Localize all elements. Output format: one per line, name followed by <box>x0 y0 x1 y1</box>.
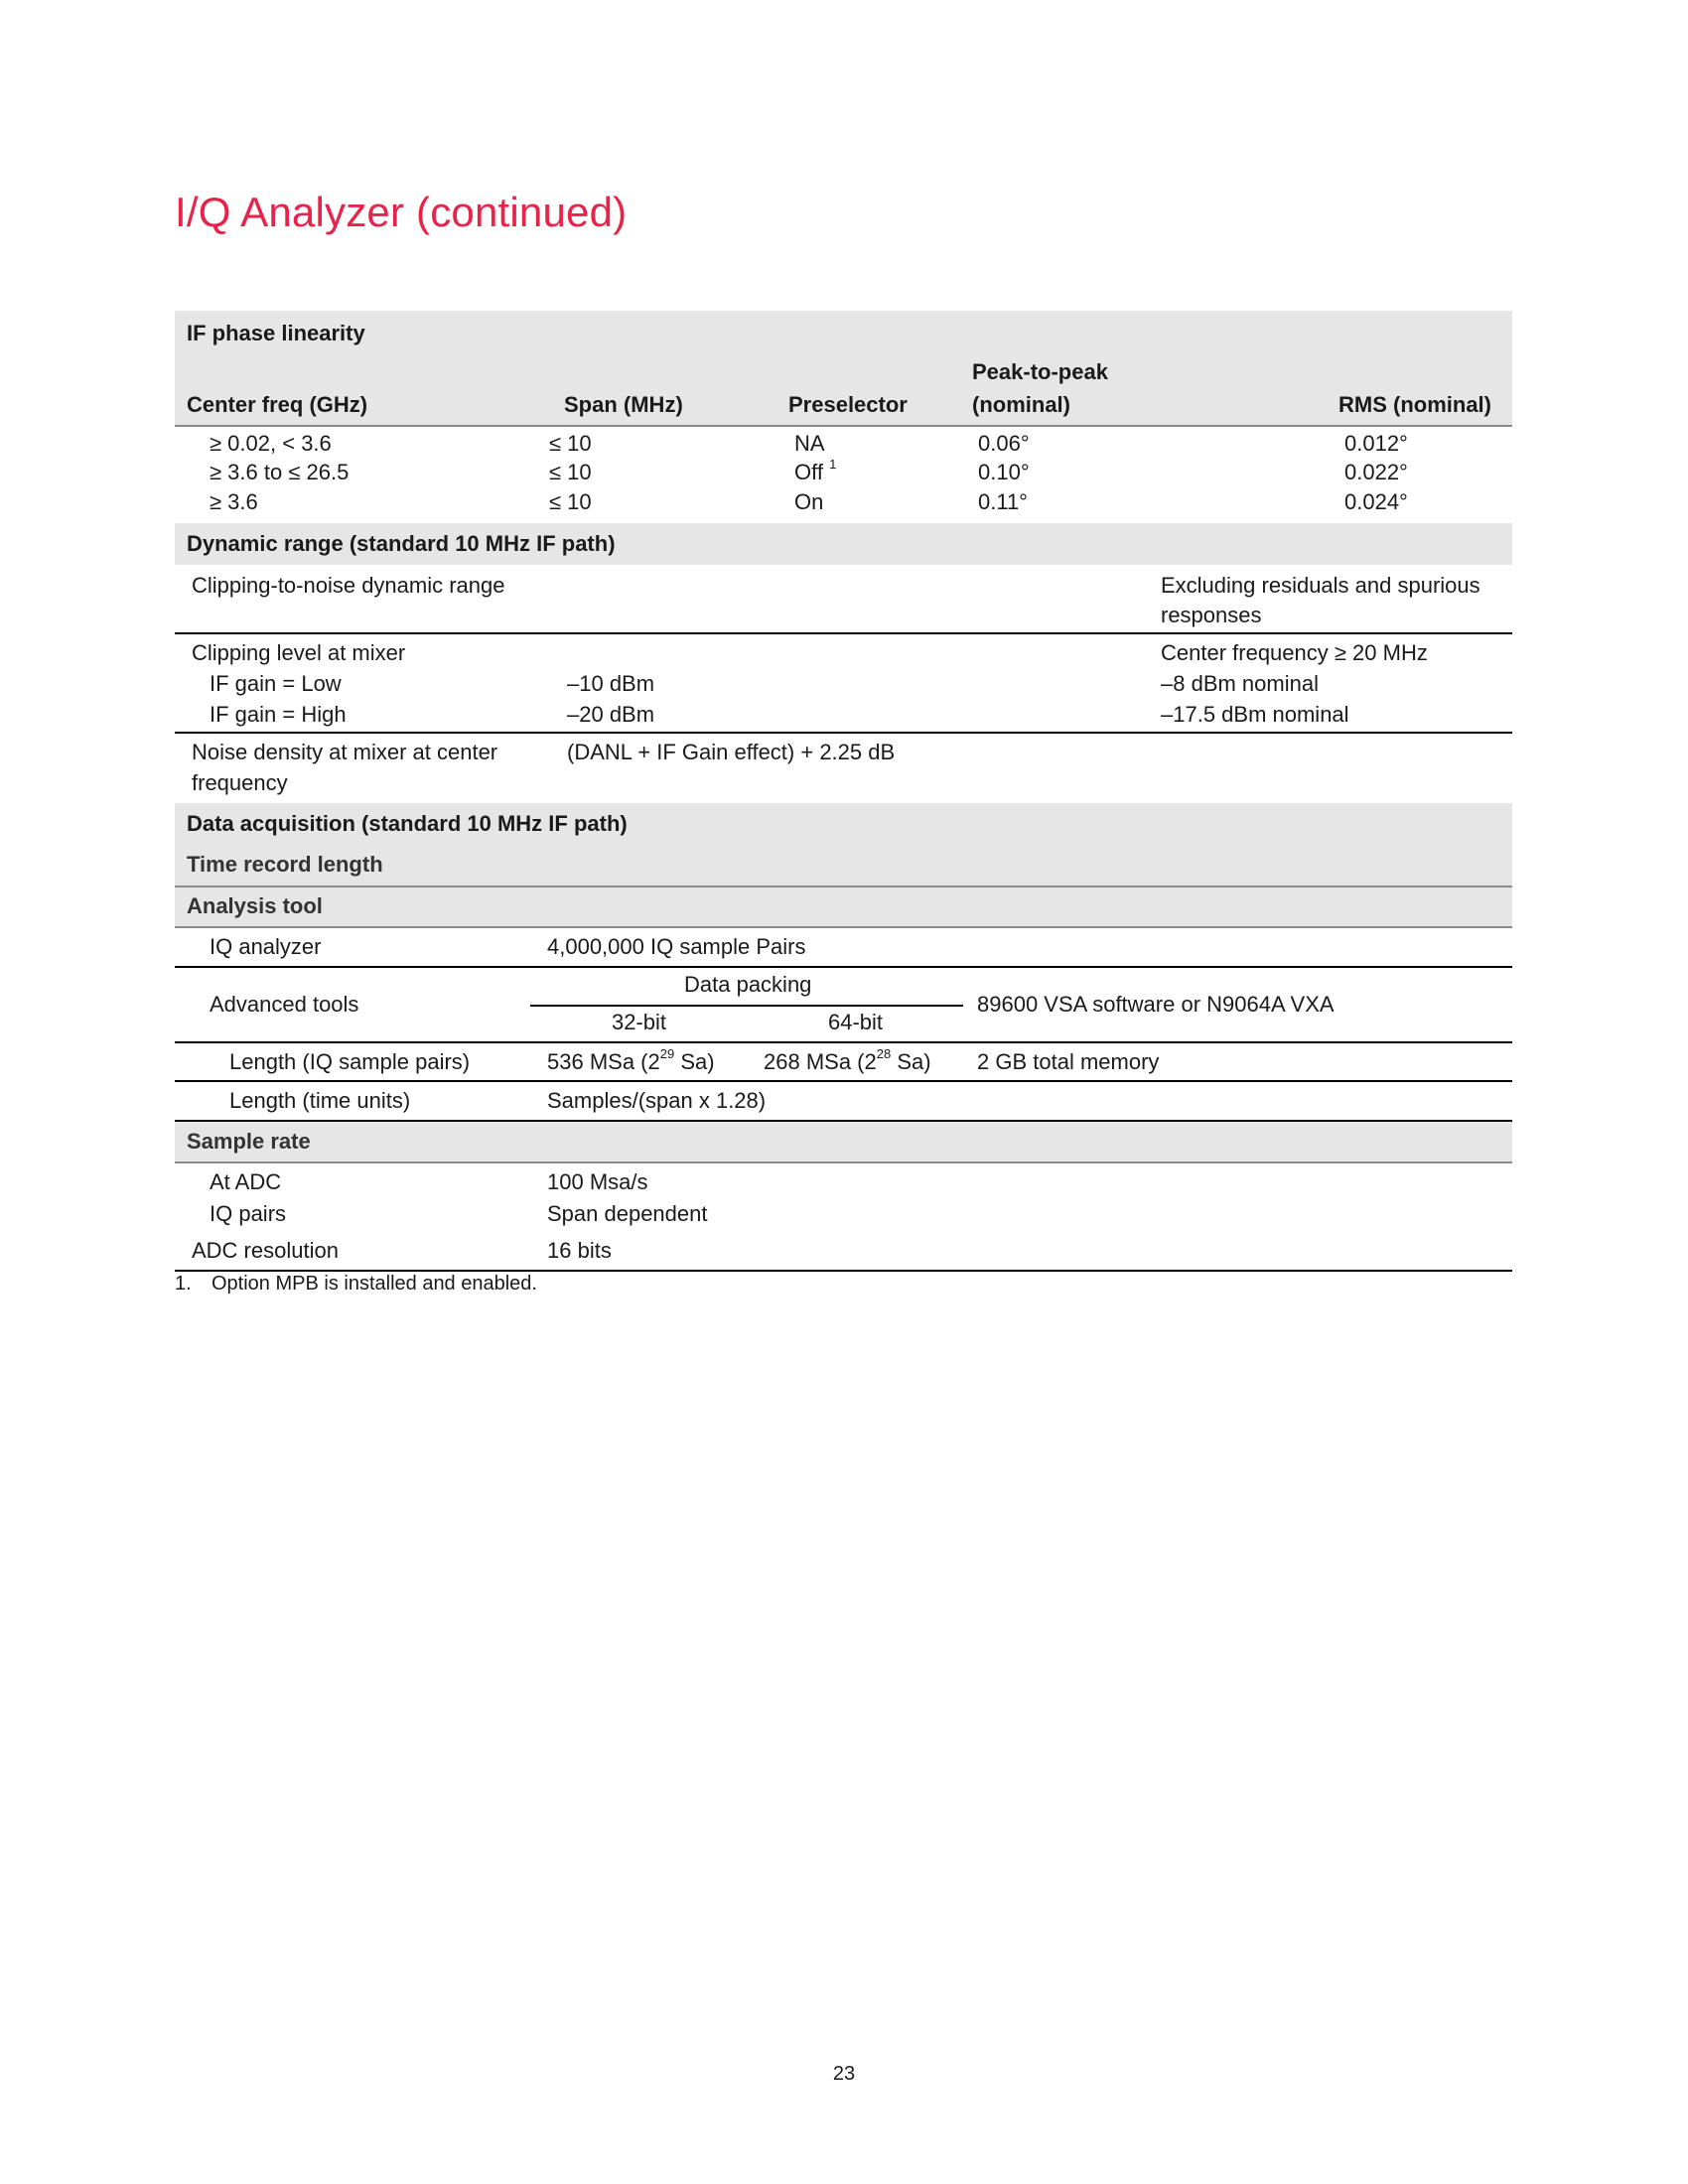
at-adc-value: 100 Msa/s <box>547 1169 648 1194</box>
section-heading-dynamic-range: Dynamic range (standard 10 MHz IF path) <box>187 531 616 556</box>
if-gain-high-label: IF gain = High <box>210 702 347 727</box>
section-header-dynamic-range <box>175 523 1512 565</box>
iq-pairs-label: IQ pairs <box>210 1201 287 1226</box>
length-32bit-unit: Sa) <box>674 1049 715 1074</box>
noise-density-label-line2: frequency <box>192 770 288 795</box>
table-row <box>175 565 1512 634</box>
footnote-number: 1. <box>175 1273 192 1295</box>
adc-resolution-value: 16 bits <box>547 1238 612 1263</box>
col-header-64bit: 64-bit <box>828 1010 884 1034</box>
page-number: 23 <box>832 2063 856 2085</box>
col-header-span: Span (MHz) <box>564 392 683 417</box>
clip-noise-note-line2: responses <box>1161 603 1262 627</box>
length-64bit-value <box>764 1046 931 1075</box>
table-row <box>175 734 1512 803</box>
section-header-sample-rate <box>175 1122 1512 1163</box>
cell-peak: 0.10° <box>978 460 1030 484</box>
col-header-center-freq: Center freq (GHz) <box>187 392 368 417</box>
table-row <box>175 427 1512 457</box>
adc-resolution-label: ADC resolution <box>192 1238 339 1263</box>
cell-center: ≥ 3.6 <box>210 489 258 514</box>
section-heading-sample-rate: Sample rate <box>187 1129 311 1154</box>
cell-span: ≤ 10 <box>549 489 592 514</box>
section-header-data-acq <box>175 803 1512 845</box>
iq-pairs-value: Span dependent <box>547 1201 708 1226</box>
cell-span: ≤ 10 <box>549 431 592 456</box>
length-32bit-mantissa: 536 MSa (2 <box>547 1049 660 1074</box>
cell-center: ≥ 3.6 to ≤ 26.5 <box>210 460 350 484</box>
subsection-time-record <box>175 845 1512 887</box>
vsa-software-note: 89600 VSA software or N9064A VXA <box>977 992 1335 1017</box>
col-header-32bit: 32-bit <box>612 1010 667 1034</box>
table-row <box>175 928 1512 968</box>
length-64bit-mantissa: 268 MSa (2 <box>764 1049 877 1074</box>
total-memory: 2 GB total memory <box>977 1049 1160 1074</box>
clip-noise-label: Clipping-to-noise dynamic range <box>192 573 505 598</box>
col-header-rms: RMS (nominal) <box>1338 392 1491 417</box>
if-gain-low-nominal: –8 dBm nominal <box>1161 671 1319 696</box>
length-64bit-unit: Sa) <box>891 1049 931 1074</box>
page-title: I/Q Analyzer (continued) <box>175 189 628 235</box>
col-header-peak-line2: (nominal) <box>972 392 1070 417</box>
footnote-ref: 1 <box>829 457 837 472</box>
at-adc-label: At ADC <box>210 1169 282 1194</box>
if-phase-header <box>175 311 1512 427</box>
section-heading-data-acq: Data acquisition (standard 10 MHz IF path) <box>187 811 628 836</box>
cell-span: ≤ 10 <box>549 460 592 484</box>
clip-level-label: Clipping level at mixer <box>192 640 406 665</box>
cell-rms: 0.024° <box>1344 489 1408 514</box>
iq-analyzer-value: 4,000,000 IQ sample Pairs <box>547 934 806 959</box>
col-header-peak-line1: Peak-to-peak <box>972 359 1108 384</box>
length-time-label: Length (time units) <box>229 1088 411 1113</box>
cell-rms: 0.012° <box>1344 431 1408 456</box>
length-32bit-value <box>547 1046 715 1075</box>
advanced-tools-label: Advanced tools <box>210 992 359 1017</box>
length-64bit-exponent: 28 <box>876 1046 892 1061</box>
time-record-heading: Time record length <box>187 852 383 877</box>
cell-preselector <box>794 457 837 485</box>
table-row <box>175 457 1512 486</box>
length-pairs-label: Length (IQ sample pairs) <box>229 1049 471 1074</box>
cell-rms: 0.022° <box>1344 460 1408 484</box>
cell-center: ≥ 0.02, < 3.6 <box>210 431 332 456</box>
section-heading-if-phase: IF phase linearity <box>187 321 365 345</box>
cell-peak: 0.11° <box>978 489 1028 514</box>
data-packing-header: Data packing <box>684 972 812 997</box>
table-row <box>175 1163 1512 1272</box>
table-row <box>175 968 1512 1043</box>
clip-noise-note-line1: Excluding residuals and spurious <box>1161 573 1480 598</box>
cell-peak: 0.06° <box>978 431 1030 456</box>
length-32bit-exponent: 29 <box>659 1046 675 1061</box>
if-gain-low-label: IF gain = Low <box>210 671 342 696</box>
footnote-text: Option MPB is installed and enabled. <box>211 1273 537 1295</box>
cell-preselector: NA <box>794 431 825 456</box>
length-time-value: Samples/(span x 1.28) <box>547 1088 767 1113</box>
cell-preselector: On <box>794 489 824 514</box>
if-gain-high-value: –20 dBm <box>567 702 655 727</box>
noise-density-label-line1: Noise density at mixer at center <box>192 740 498 764</box>
table-row <box>175 486 1512 523</box>
analysis-tool-heading: Analysis tool <box>187 893 323 918</box>
subsection-analysis-tool <box>175 887 1512 928</box>
if-gain-low-value: –10 dBm <box>567 671 655 696</box>
iq-analyzer-label: IQ analyzer <box>210 934 322 959</box>
if-gain-high-nominal: –17.5 dBm nominal <box>1161 702 1349 727</box>
clip-level-note: Center frequency ≥ 20 MHz <box>1161 640 1428 665</box>
data-packing-divider <box>530 1005 963 1007</box>
spec-table <box>175 311 1512 1272</box>
col-header-preselector: Preselector <box>788 392 908 417</box>
preselector-value: Off <box>794 460 823 484</box>
table-row <box>175 1082 1512 1122</box>
table-row <box>175 634 1512 734</box>
table-row <box>175 1043 1512 1082</box>
noise-density-value: (DANL + IF Gain effect) + 2.25 dB <box>567 740 896 764</box>
